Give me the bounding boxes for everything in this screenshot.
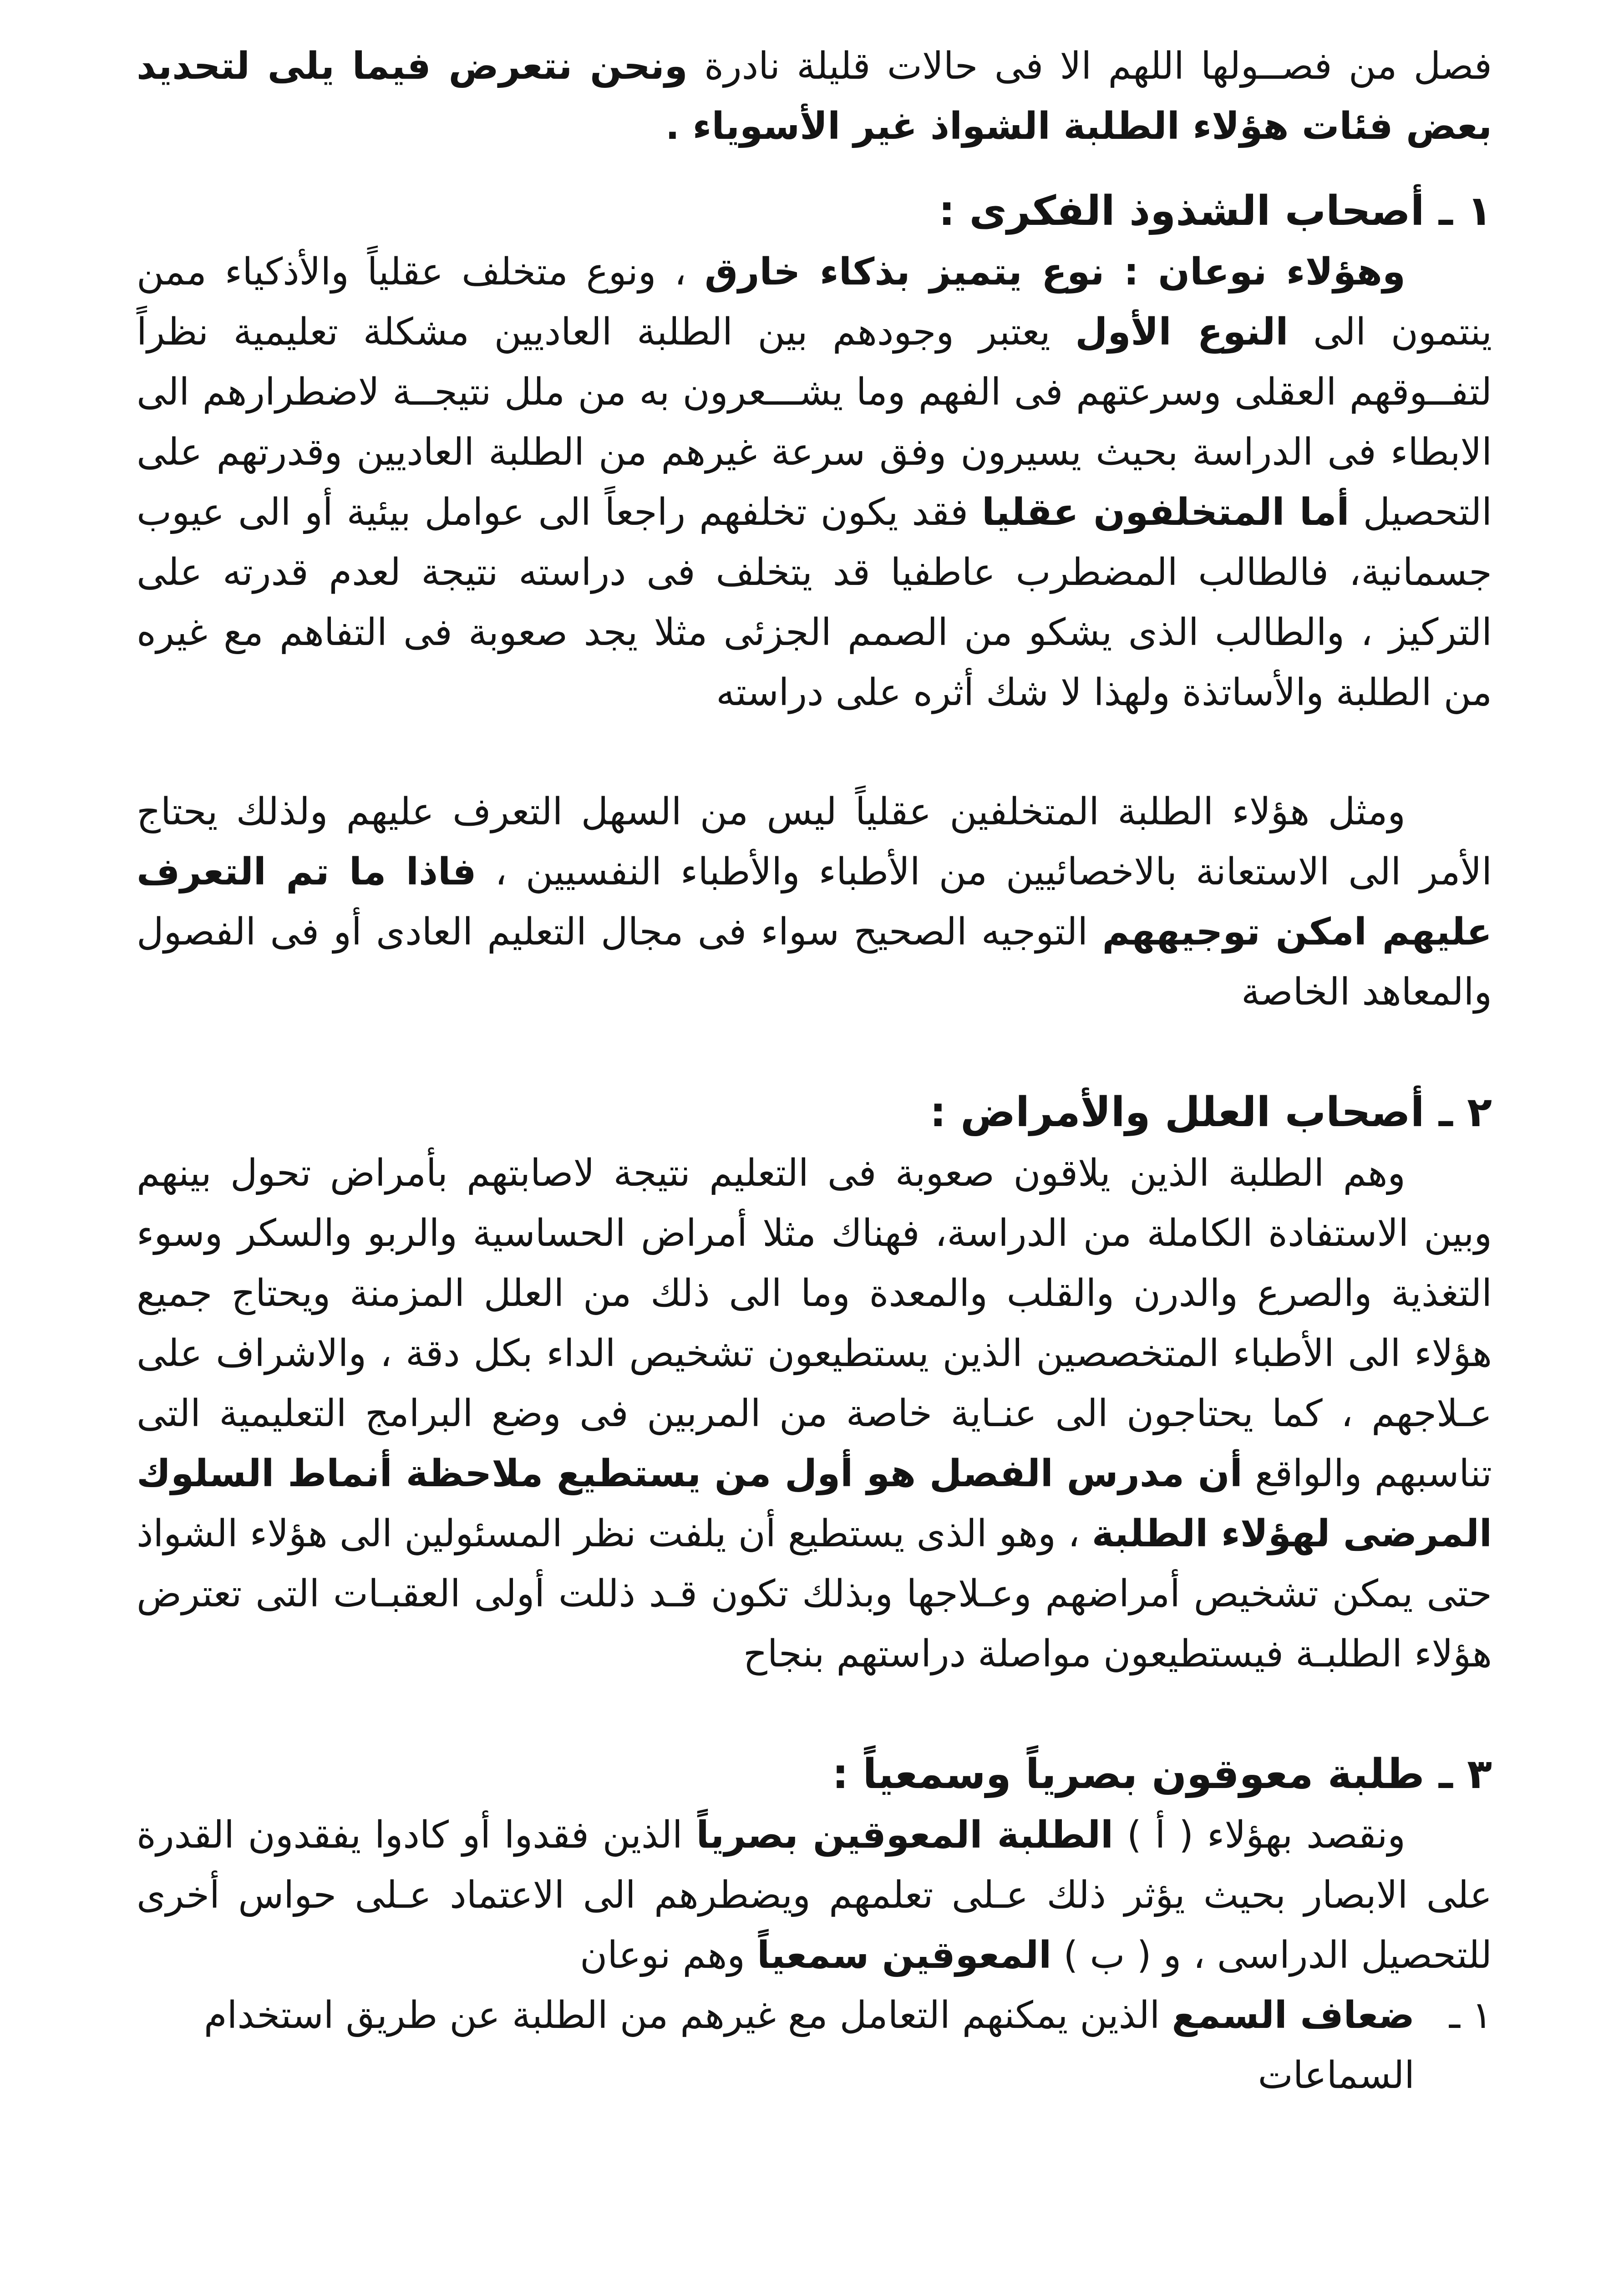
- section-3-p1-bold-1: الطلبة المعوقين بصرياً: [696, 1814, 1114, 1857]
- section-2-heading: ٢ ـ أصحاب العلل والأمراض :: [929, 1088, 1492, 1136]
- section-2-paragraph-1: [137, 1143, 1492, 1684]
- section-1-paragraph-1: [137, 242, 1492, 723]
- list-item-bold: ضعاف السمع: [1172, 1994, 1415, 2037]
- section-3-paragraph-1: [137, 1805, 1492, 1986]
- section-2-p1-text-1: وهم الطلبة الذين يلاقون صعوبة فى التعليم نتيجة لاصابتهم بأمراض تحول بينهم وبين الاستفادة الكاملة من الدراسة، فهناك مثلا أمراض الحساسية والربو والسكر وسوء التغذية والصرع والدرن والقلب والمعدة وما الى ذلك من العلل المزمنة ويحتاج جميع هؤلاء الى الأطباء المتخصصين الذين يستطيعون تشخيص الداء بكل دقة ، والاشراف على عـلاجهم ، كما يحتاجون الى عنـاية خاصة من المربين فى وضع البرامج التعليمية التى تناسبهم والواقع: [137, 1152, 1492, 1495]
- section-1-p1-bold-2: النوع الأول: [1075, 310, 1289, 354]
- section-3-heading: ٣ ـ طلبة معوقون بصرياً وسمعياً :: [832, 1750, 1492, 1798]
- section-3-p1-text-2: الذين فقدوا أو كادوا يفقدون القدرة على الابصار بحيث يؤثر ذلك عـلى تعلمهم ويضطرهم الى الاعتماد عـلى حواس أخرى للتحصيل الدراسى ، و ( ب ): [137, 1814, 1492, 1977]
- section-1-p2-text-1: ومثل هؤلاء الطلبة المتخلفين عقلياً ليس من السهل التعرف عليهم ولذلك يحتاج الأمر الى الاستعانة بالاخصائيين من الأطباء والأطباء النفسيين ،: [137, 790, 1492, 894]
- section-1-p2-text-2: التوجيه الصحيح سواء فى مجال التعليم العادى أو فى الفصول والمعاهد الخاصة: [137, 910, 1492, 1014]
- section-3-p1-text-3: وهم نوعان: [580, 1934, 745, 1977]
- intro-text: فصل من فصــولها اللهم الا فى حالات قليلة نادرة: [704, 45, 1492, 88]
- section-1-p1-bold-3: أما المتخلفون عقليا: [982, 491, 1350, 534]
- section-2-p1-text-2: ، وهو الذى يستطيع أن يلفت نظر المسئولين الى هؤلاء الشواذ حتى يمكن تشخيص أمراضهم وعـلاجها وبذلك تكون قـد ذللت أولى العقبـات التى تعترض هؤلاء الطلبـة فيستطيعون مواصلة دراستهم بنجاح: [137, 1512, 1492, 1676]
- section-1-p1-text-1: ، ونوع متخلف عقلياً والأذكياء ممن ينتمون الى: [137, 250, 1492, 354]
- intro-bold-text: ونحن نتعرض فيما يلى لتحديد بعض فئات هؤلاء الطلبة الشواذ غير الأسوياء .: [137, 45, 1492, 148]
- section-3-list-item-1: [137, 1986, 1492, 2106]
- list-item-number: ١ ـ: [1449, 1994, 1492, 2037]
- section-1-p2-bold-1: فاذا ما تم التعرف عليهم امكن توجيههم: [137, 850, 1492, 954]
- section-1-paragraph-2: [137, 782, 1492, 1022]
- section-1-heading: ١ ـ أصحاب الشذوذ الفكرى :: [939, 187, 1492, 235]
- section-2-p1-bold-1: أن مدرس الفصل هو أول من يستطيع ملاحظة أنماط السلوك المرضى لهؤلاء الطلبة: [137, 1452, 1492, 1555]
- section-1-p1-bold-1: وهؤلاء نوعان : نوع يتميز بذكاء خارق: [705, 250, 1406, 294]
- intro-paragraph: [137, 36, 1492, 157]
- section-1-p1-text-3: فقد يكون تخلفهم راجعاً الى عوامل بيئية أو الى عيوب جسمانية، فالطالب المضطرب عاطفيا قد يتخلف فى دراسته نتيجة لعدم قدرته على التركيز ، والطالب الذى يشكو من الصمم الجزئى مثلا يجد صعوبة فى التفاهم مع غيره من الطلبة والأساتذة ولهذا لا شك أثره على دراسته: [137, 491, 1492, 714]
- section-1-p1-text-2: يعتبر وجودهم بين الطلبة العاديين مشكلة تعليمية نظراً لتفــوقهم العقلى وسرعتهم فى الفهم وما يشـــعرون به من ملل نتيجــة لاضطرارهم الى الابطاء فى الدراسة بحيث يسيرون وفق سرعة غيرهم من الطلبة العاديين وقدرتهم على التحصيل: [137, 310, 1492, 534]
- list-item-text: الذين يمكنهم التعامل مع غيرهم من الطلبة عن طريق استخدام السماعات: [203, 1994, 1415, 2097]
- section-3-p1-text-1: ونقصد بهؤلاء ( أ ): [1127, 1814, 1406, 1857]
- section-3-p1-bold-2: المعوقين سمعياً: [757, 1934, 1052, 1977]
